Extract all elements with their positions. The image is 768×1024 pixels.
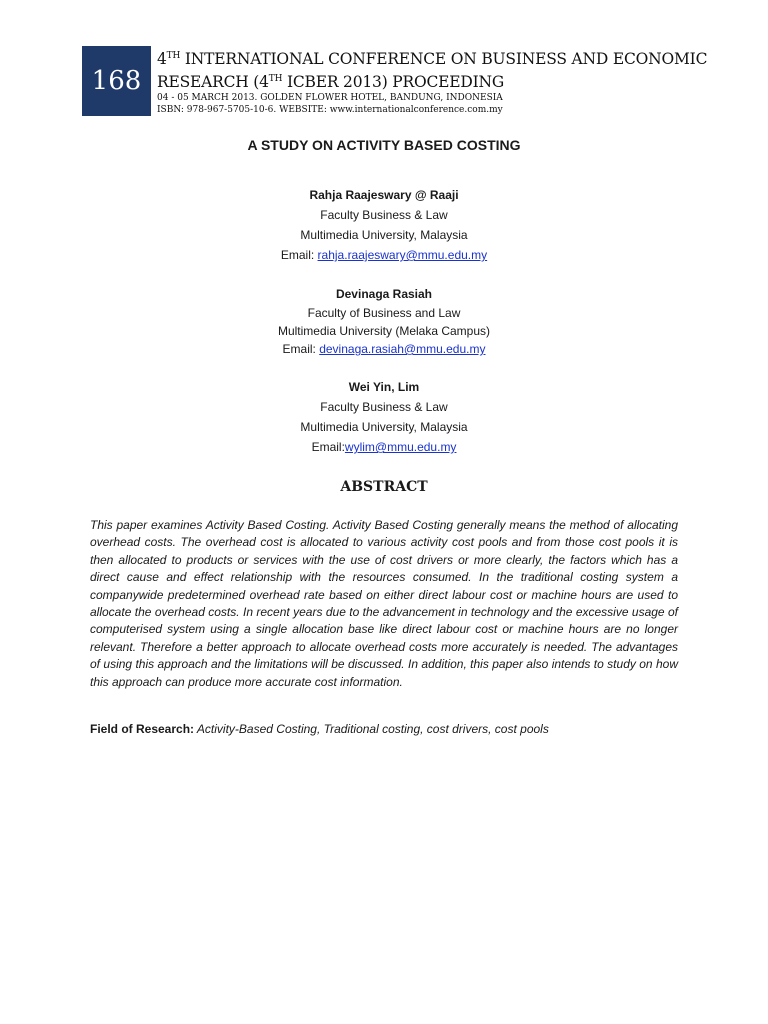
- abstract-body: This paper examines Activity Based Costing. Activity Based Costing generally means the method of allocating overhead costs. The overhead cost is allocated to various activity cost pools and from those cost pools it is then allocated to products or services with the use of cost drivers or more clearly, the factors which has a direct cause and effect relationship with the resources consumed. In the traditional costing system a companywide predetermined overhead rate based on either direct labour cost or machine hours are used to allocate the overhead costs. In recent years due to the advancement in technology and the excessive usage of computerised system using a single allocation base like direct labour cost or machine hours are no longer relevant. Therefore a better approach to allocate overhead costs more accurately is needed. The advantages of using this approach and the limitations will be discussed. In addition, this paper also intends to study on how this approach can produce more accurate cost information.: [90, 518, 678, 689]
- field-of-research-label: Field of Research:: [90, 722, 195, 736]
- paper-title: A STUDY ON ACTIVITY BASED COSTING: [247, 137, 521, 153]
- author-affiliation: Multimedia University, Malaysia: [300, 228, 468, 242]
- author-block: [0, 284, 768, 358]
- author-affiliation: Multimedia University, Malaysia: [300, 420, 468, 434]
- author-name: Rahja Raajeswary @ Raaji: [309, 188, 459, 202]
- email-label: Email:: [311, 440, 345, 454]
- author-block: [0, 377, 768, 457]
- author-email-link[interactable]: rahja.raajeswary@mmu.edu.my: [317, 248, 488, 262]
- title-ordinal-suffix: TH: [166, 51, 181, 61]
- conference-date-venue: 04 - 05 MARCH 2013. GOLDEN FLOWER HOTEL, BANDUNG, INDONESIA: [157, 93, 503, 103]
- author-email-link[interactable]: wylim@mmu.edu.my: [344, 440, 457, 454]
- author-affiliation: Faculty of Business and Law: [307, 306, 461, 320]
- abstract-heading: ABSTRACT: [340, 479, 428, 495]
- author-email-line: [0, 245, 768, 265]
- conference-title-line-1: [157, 46, 717, 69]
- field-of-research-value: Activity-Based Costing, Traditional costing, cost drivers, cost pools: [194, 722, 549, 736]
- conference-isbn-website: [157, 104, 717, 116]
- title-text: RESEARCH (4: [157, 73, 269, 91]
- isbn-label: ISBN: 978-967-5705-10-6. WEBSITE:: [157, 105, 327, 115]
- conference-title-line-2: [157, 69, 717, 92]
- author-email-line: [0, 437, 768, 457]
- author-list: [0, 185, 768, 476]
- author-email-line: [0, 340, 768, 358]
- page-number-badge: [82, 46, 151, 116]
- author-block: [0, 185, 768, 265]
- website-link[interactable]: www.internationalconference.com.my: [326, 105, 503, 115]
- author-email-link[interactable]: devinaga.rasiah@mmu.edu.my: [319, 342, 486, 356]
- title-ordinal: 4: [157, 50, 167, 68]
- title-text: INTERNATIONAL CONFERENCE ON BUSINESS AND ECONOMIC: [180, 50, 708, 68]
- title-ordinal-suffix: TH: [268, 74, 283, 84]
- field-of-research: [90, 721, 690, 738]
- email-label: Email:: [280, 248, 318, 262]
- author-name: Wei Yin, Lim: [348, 380, 420, 394]
- title-text: ICBER 2013) PROCEEDING: [282, 73, 505, 91]
- author-affiliation: Faculty Business & Law: [320, 400, 448, 414]
- conference-header: [157, 46, 717, 116]
- author-affiliation: Multimedia University (Melaka Campus): [277, 324, 491, 338]
- author-name: Devinaga Rasiah: [335, 287, 433, 301]
- email-label: Email:: [282, 342, 320, 356]
- author-affiliation: Faculty Business & Law: [320, 208, 448, 222]
- page-number: 168: [91, 66, 142, 96]
